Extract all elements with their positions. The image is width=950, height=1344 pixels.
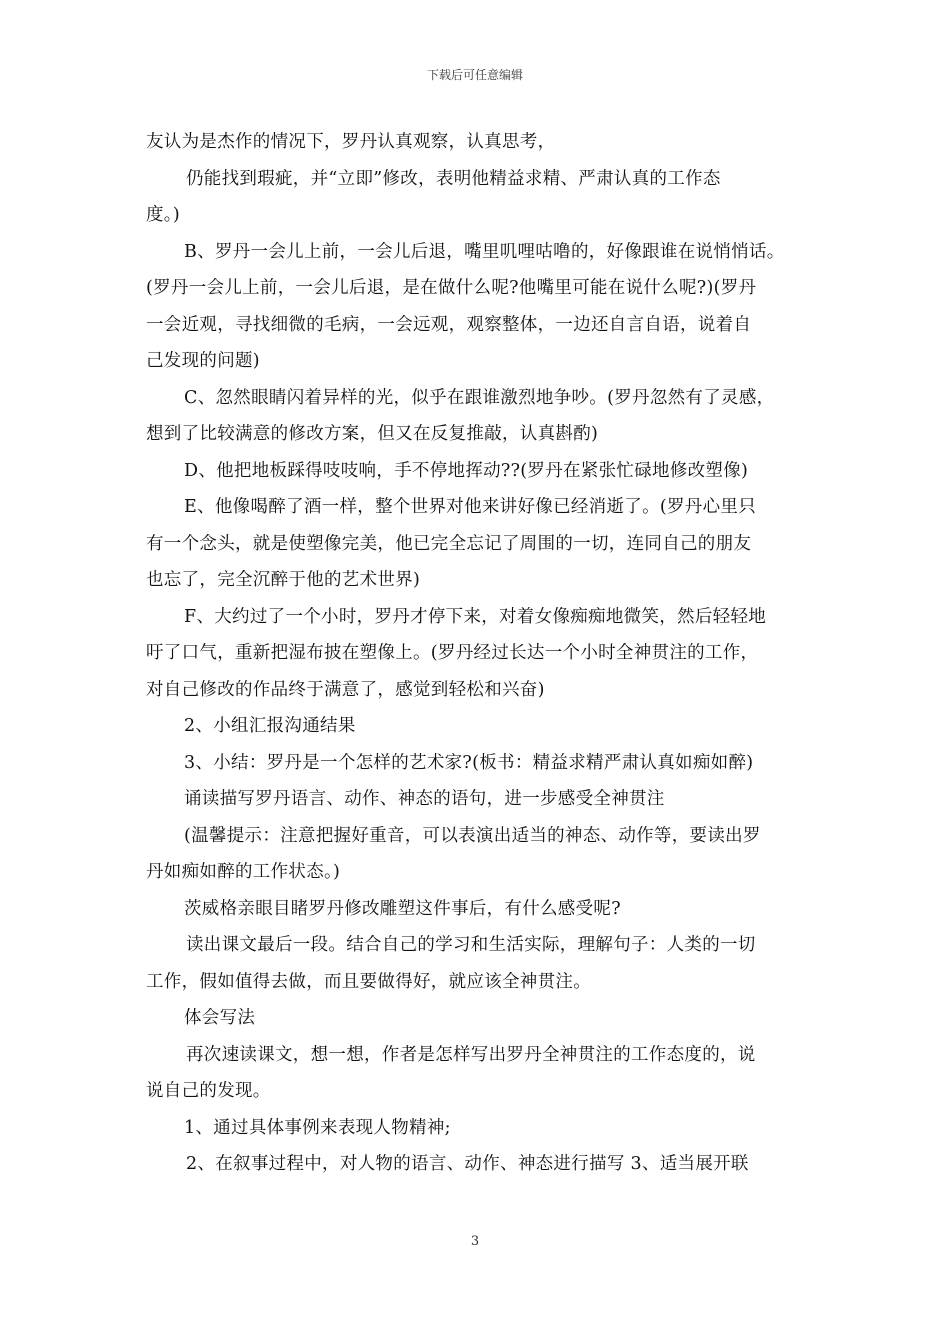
text-line: E、他像喝醉了酒一样，整个世界对他来讲好像已经消逝了。(罗丹心里只 <box>184 497 756 517</box>
text-line: 友认为是杰作的情况下，罗丹认真观察，认真思考， <box>146 132 556 152</box>
text-line: (罗丹一会儿上前，一会儿后退，是在做什么呢?他嘴里可能在说什么呢?)(罗丹 <box>146 278 757 298</box>
text-line: 工作，假如值得去做，而且要做得好，就应该全神贯注。 <box>146 971 591 992</box>
text-line: 说自己的发现。 <box>146 1081 271 1101</box>
text-line: 有一个念头，就是使塑像完美，他已完全忘记了周围的一切，连同自己的朋友 <box>146 533 752 554</box>
text-line: 再次速读课文，想一想，作者是怎样写出罗丹全神贯注的工作态度的，说 <box>186 1044 756 1065</box>
text-line: 2、小组汇报沟通结果 <box>184 716 356 736</box>
text-line: 也忘了，完全沉醉于他的艺术世界) <box>146 570 421 590</box>
text-line: 仍能找到瑕疵，并“立即”修改，表明他精益求精、严肃认真的工作态 <box>186 168 721 189</box>
text-line: 读出课文最后一段。结合自己的学习和生活实际，理解句子：人类的一切 <box>186 935 756 955</box>
text-line: B、罗丹一会儿上前，一会儿后退，嘴里叽哩咕噜的，好像跟谁在说悄悄话。 <box>184 241 785 262</box>
text-line: D、他把地板踩得吱吱响，手不停地挥动??(罗丹在紧张忙碌地修改塑像) <box>184 460 749 481</box>
text-line: 对自己修改的作品终于满意了，感觉到轻松和兴奋) <box>146 679 545 700</box>
text-line: 2、在叙事过程中，对人物的语言、动作、神态进行描写 3、适当展开联 <box>186 1154 749 1174</box>
text-line: 诵读描写罗丹语言、动作、神态的语句，进一步感受全神贯注 <box>184 789 665 809</box>
text-line: (温馨提示：注意把握好重音，可以表演出适当的神态、动作等，要读出罗 <box>184 825 761 846</box>
text-line: 想到了比较满意的修改方案，但又在反复推敲，认真斟酌) <box>146 424 599 444</box>
section-heading: 体会写法 <box>184 1008 256 1028</box>
text-line: F、大约过了一个小时，罗丹才停下来，对着女像痴痴地微笑，然后轻轻地 <box>184 606 767 627</box>
text-line: C、忽然眼睛闪着异样的光，似乎在跟谁激烈地争吵。(罗丹忽然有了灵感， <box>184 387 775 408</box>
text-line: 1、通过具体事例来表现人物精神; <box>184 1117 451 1138</box>
text-line: 己发现的问题) <box>146 351 260 371</box>
page-number: 3 <box>470 1234 480 1249</box>
text-line: 3、小结：罗丹是一个怎样的艺术家?(板书：精益求精严肃认真如痴如醉) <box>184 752 754 773</box>
text-line: 丹如痴如醉的工作状态。) <box>146 862 341 882</box>
text-line: 度。) <box>146 205 180 225</box>
text-line: 一会近观，寻找细微的毛病，一会远观，观察整体，一边还自言自语，说着自 <box>146 314 752 335</box>
text-line: 吁了口气，重新把湿布披在塑像上。(罗丹经过长达一个小时全神贯注的工作， <box>146 643 759 663</box>
document-body <box>146 124 806 1183</box>
text-line: 茨威格亲眼目睹罗丹修改雕塑这件事后，有什么感受呢? <box>184 898 621 919</box>
page-header: 下载后可任意编辑 <box>426 68 523 82</box>
